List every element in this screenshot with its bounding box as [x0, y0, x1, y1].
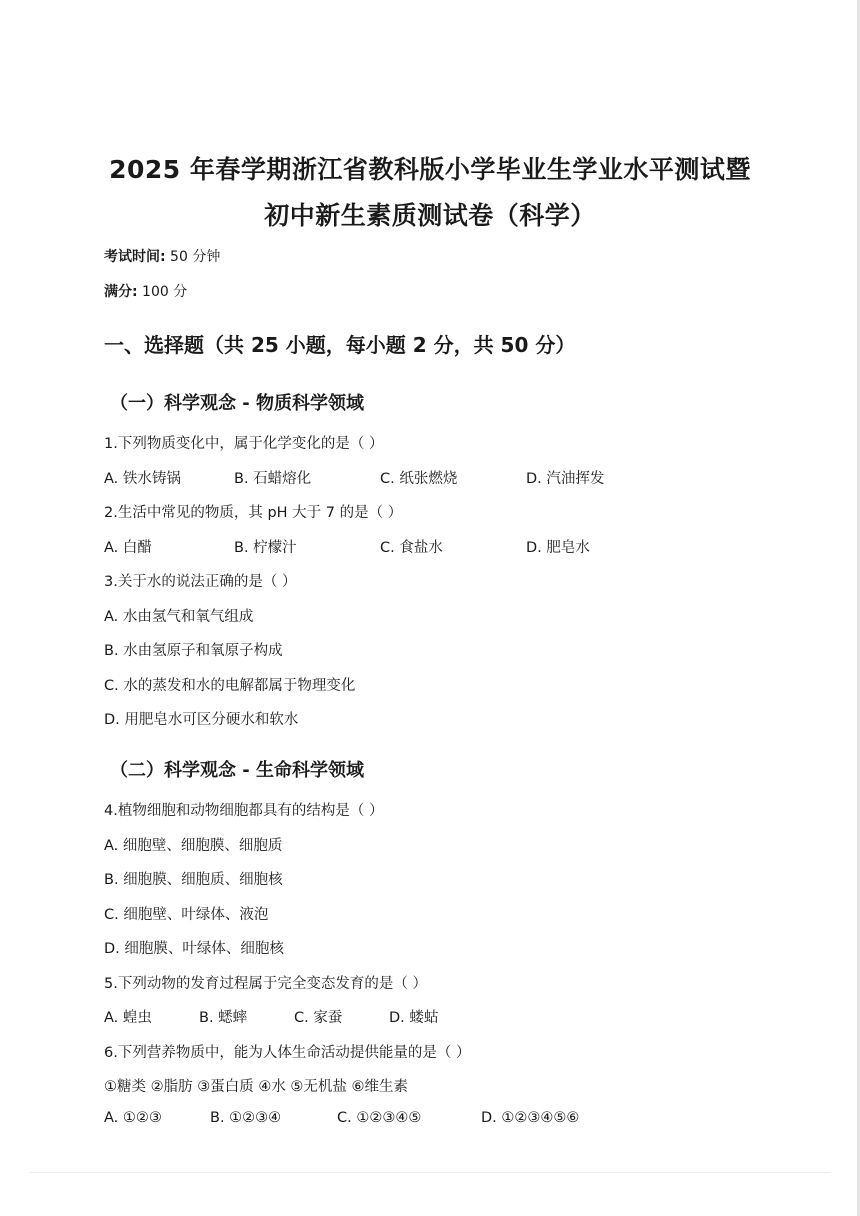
question-2-option-d: D. 肥皂水	[526, 540, 590, 556]
part-heading-life: （二）科学观念 - 生命科学领域	[110, 760, 365, 781]
question-4-stem: 4.植物细胞和动物细胞都具有的结构是（ ）	[104, 803, 384, 819]
exam-time-label: 考试时间:	[104, 249, 166, 265]
question-1-option-b: B. 石蜡熔化	[234, 471, 312, 487]
question-3-option-a: A. 水由氢气和氧气组成	[104, 609, 254, 625]
question-6-nutrient-list: ①糖类 ②脂肪 ③蛋白质 ④水 ⑤无机盐 ⑥维生素	[104, 1079, 409, 1095]
question-4-option-d: D. 细胞膜、叶绿体、细胞核	[104, 941, 284, 957]
question-6-stem: 6.下列营养物质中，能为人体生命活动提供能量的是（ ）	[104, 1045, 471, 1061]
question-3-option-d: D. 用肥皂水可区分硬水和软水	[104, 712, 299, 728]
question-2-option-b: B. 柠檬汁	[234, 540, 297, 556]
full-score-label: 满分:	[104, 284, 138, 300]
exam-time-value: 50 分钟	[165, 249, 221, 265]
question-3-stem: 3.关于水的说法正确的是（ ）	[104, 574, 297, 590]
question-2-option-c: C. 食盐水	[380, 540, 443, 556]
section-heading-choice: 一、选择题（共 25 小题，每小题 2 分，共 50 分）	[104, 333, 576, 357]
question-6-option-b: B. ①②③④	[210, 1110, 282, 1126]
question-1-option-d: D. 汽油挥发	[526, 471, 605, 487]
question-3-option-c: C. 水的蒸发和水的电解都属于物理变化	[104, 678, 356, 694]
question-6-option-c: C. ①②③④⑤	[337, 1110, 422, 1126]
exam-title-line-1: 2025 年春学期浙江省教科版小学毕业生学业水平测试暨	[109, 155, 751, 184]
scan-bottom-line	[30, 1172, 830, 1173]
question-6-option-d: D. ①②③④⑤⑥	[481, 1110, 580, 1126]
part-heading-physical: （一）科学观念 - 物质科学领域	[110, 393, 365, 414]
question-1-option-a: A. 铁水铸锅	[104, 471, 181, 487]
full-score	[104, 281, 187, 301]
question-5-option-d: D. 蝼蛄	[389, 1010, 439, 1026]
question-5-stem: 5.下列动物的发育过程属于完全变态发育的是（ ）	[104, 976, 427, 992]
question-4-option-a: A. 细胞壁、细胞膜、细胞质	[104, 838, 283, 854]
exam-time	[104, 246, 220, 266]
question-4-option-c: C. 细胞壁、叶绿体、液泡	[104, 907, 269, 923]
question-1-stem: 1.下列物质变化中，属于化学变化的是（ ）	[104, 436, 384, 452]
question-6-option-a: A. ①②③	[104, 1110, 162, 1126]
question-1-option-c: C. 纸张燃烧	[380, 471, 458, 487]
question-3-option-b: B. 水由氢原子和氧原子构成	[104, 643, 283, 659]
full-score-value: 100 分	[137, 284, 188, 300]
question-5-option-a: A. 蝗虫	[104, 1010, 152, 1026]
question-4-option-b: B. 细胞膜、细胞质、细胞核	[104, 872, 283, 888]
question-2-option-a: A. 白醋	[104, 540, 152, 556]
question-5-option-b: B. 蟋蟀	[199, 1010, 248, 1026]
question-5-option-c: C. 家蚕	[294, 1010, 343, 1026]
question-2-stem: 2.生活中常见的物质，其 pH 大于 7 的是（ ）	[104, 505, 403, 521]
exam-title-line-2: 初中新生素质测试卷（科学）	[264, 201, 596, 230]
